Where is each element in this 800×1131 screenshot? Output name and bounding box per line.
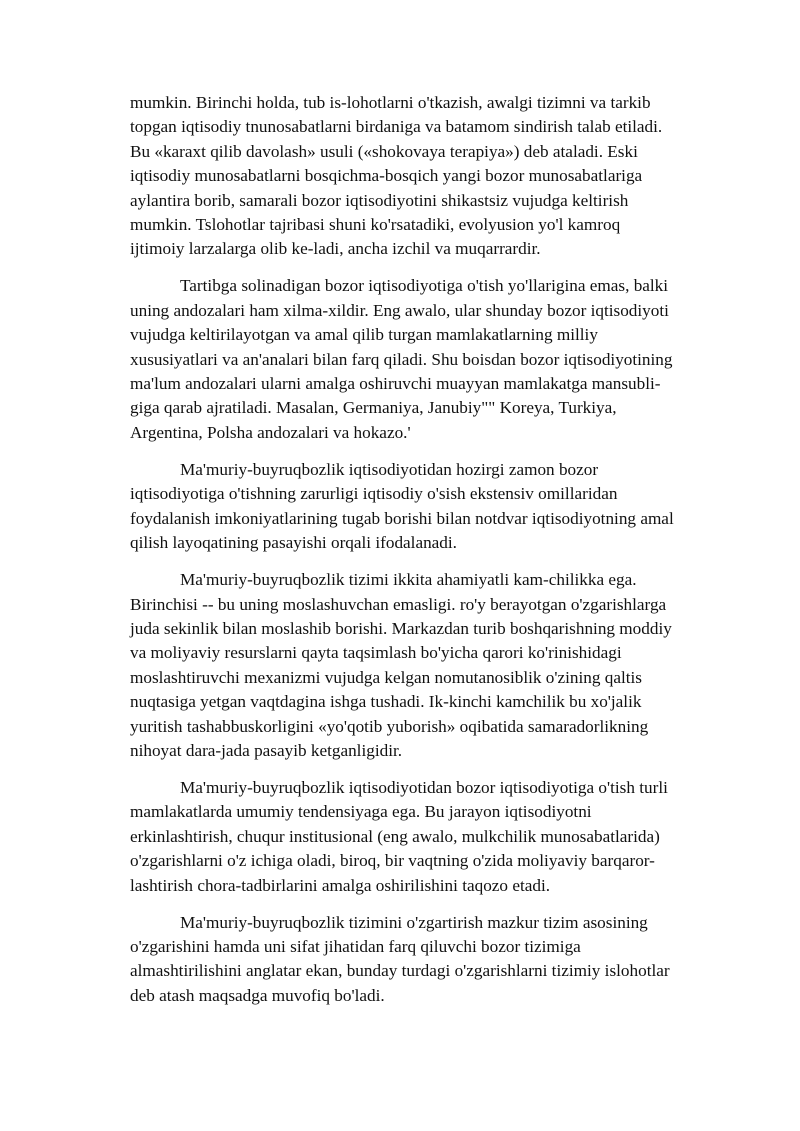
text-line: mamlakatlarda umumiy tendensiyaga ega. Bu jarayon iqtisodiyotni [130, 802, 592, 822]
text-line: ijtimoiy larzalarga olib ke-ladi, ancha izchil va muqarrardir. [130, 239, 541, 259]
text-line: o'zgarishini hamda uni sifat jihatidan farq qiluvchi bozor tizimiga [130, 936, 581, 956]
text-line: foydalanish imkoniyatlarining tugab borishi bilan notdvar iqtisodiyotning amal [130, 508, 674, 528]
text-line: iqtisodiy munosabatlarni bosqichma-bosqich yangi bozor munosabatlariga [130, 166, 643, 186]
text-line: nuqtasiga yetgan vaqtdagina ishga tushadi. Ik-kinchi kamchilik bu xo'jalik [130, 692, 642, 712]
text-line: mumkin. Birinchi holda, tub is-lohotlarni o'tkazish, awalgi tizimni va tarkib [130, 93, 651, 112]
text-line: giga qarab ajratiladi. Masalan, Germaniya, Janubiy"" Koreya, Turkiya, [130, 398, 617, 418]
text-line: vujudga keltirilayotgan va amal qilib turgan mamlakatlarning milliy [130, 325, 598, 345]
text-line: Birinchisi -- bu uning moslashuvchan emasligi. ro'y berayotgan o'zgarishlarga [130, 594, 667, 614]
text-line: yuritish tashabbuskorligini «yo'qotib yuborish» oqibatida samaradorlikning [130, 716, 649, 736]
text-line: nihoyat dara-jada pasayib ketganligidir. [130, 740, 403, 760]
text-line: lashtirish chora-tadbirlarini amalga oshirilishini taqozo etadi. [130, 875, 551, 895]
text-line: aylantira borib, samarali bozor iqtisodiyotini shikastsiz vujudga keltirish [130, 190, 629, 210]
paragraph-1 [130, 91, 726, 262]
text-line: o'zgarishlarni o'z ichiga oladi, biroq, bir vaqtning o'zida moliyaviy barqaror- [130, 851, 655, 871]
text-line: Ma'muriy-buyruqbozlik tizimini o'zgartirish mazkur tizim asosining [180, 912, 648, 932]
text-line: topgan iqtisodiy tnunosabatlarni birdaniga va batamom sindirish talab etiladi. [130, 117, 663, 137]
text-line: Ma'muriy-buyruqbozlik iqtisodiyotidan hozirgi zamon bozor [180, 459, 599, 479]
text-line: erkinlashtirish, chuqur institusional (eng awalo, mulkchilik munosabatlarida) [130, 826, 660, 846]
text-line: Tartibga solinadigan bozor iqtisodiyotiga o'tish yo'llarigina emas, balki [180, 276, 669, 296]
paragraph-5 [130, 776, 726, 898]
text-line: ma'lum andozalari ularni amalga oshiruvchi muayyan mamlakatga mansubli- [130, 374, 661, 394]
text-line: uning andozalari ham xilma-xildir. Eng awalo, ular shunday bozor iqtisodiyoti [130, 300, 669, 320]
text-line: Ma'muriy-buyruqbozlik iqtisodiyotidan bozor iqtisodiyotiga o'tish turli [180, 777, 668, 797]
paragraph-3 [130, 458, 726, 556]
text-line: deb atash maqsadga muvofiq bo'ladi. [130, 985, 385, 1005]
paragraph-2 [130, 274, 726, 445]
text-line: Bu «karaxt qilib davolash» usuli («shokovaya terapiya») deb ataladi. Eski [130, 141, 638, 161]
text-line: juda sekinlik bilan moslashib borishi. Markazdan turib boshqarishning moddiy [130, 618, 672, 638]
text-line: xususiyatlari va an'analari bilan farq qiladi. Shu boisdan bozor iqtisodiyotining [130, 349, 673, 369]
paragraph-6 [130, 911, 726, 1009]
text-line: mumkin. Tslohotlar tajribasi shuni ko'rsatadiki, evolyusion yo'l kamroq [130, 215, 621, 235]
text-line: Argentina, Polsha andozalari va hokazo.' [130, 422, 411, 442]
text-line: qilish layoqatining pasayishi orqali ifodalanadi. [130, 533, 457, 553]
document-page [130, 91, 726, 1021]
text-line: va moliyaviy resurslarni qayta taqsimlash bo'yicha qarori ko'rinishidagi [130, 643, 622, 663]
paragraph-4 [130, 568, 726, 763]
text-line: moslashtiruvchi mexanizmi vujudga kelgan nomutanosiblik o'zining qaltis [130, 667, 642, 687]
text-line: iqtisodiyotiga o'tishning zarurligi iqtisodiy o'sish ekstensiv omillaridan [130, 484, 618, 504]
text-line: Ma'muriy-buyruqbozlik tizimi ikkita ahamiyatli kam-chilikka ega. [180, 570, 637, 590]
text-line: almashtirilishini anglatar ekan, bunday turdagi o'zgarishlarni tizimiy islohotlar [130, 961, 670, 981]
